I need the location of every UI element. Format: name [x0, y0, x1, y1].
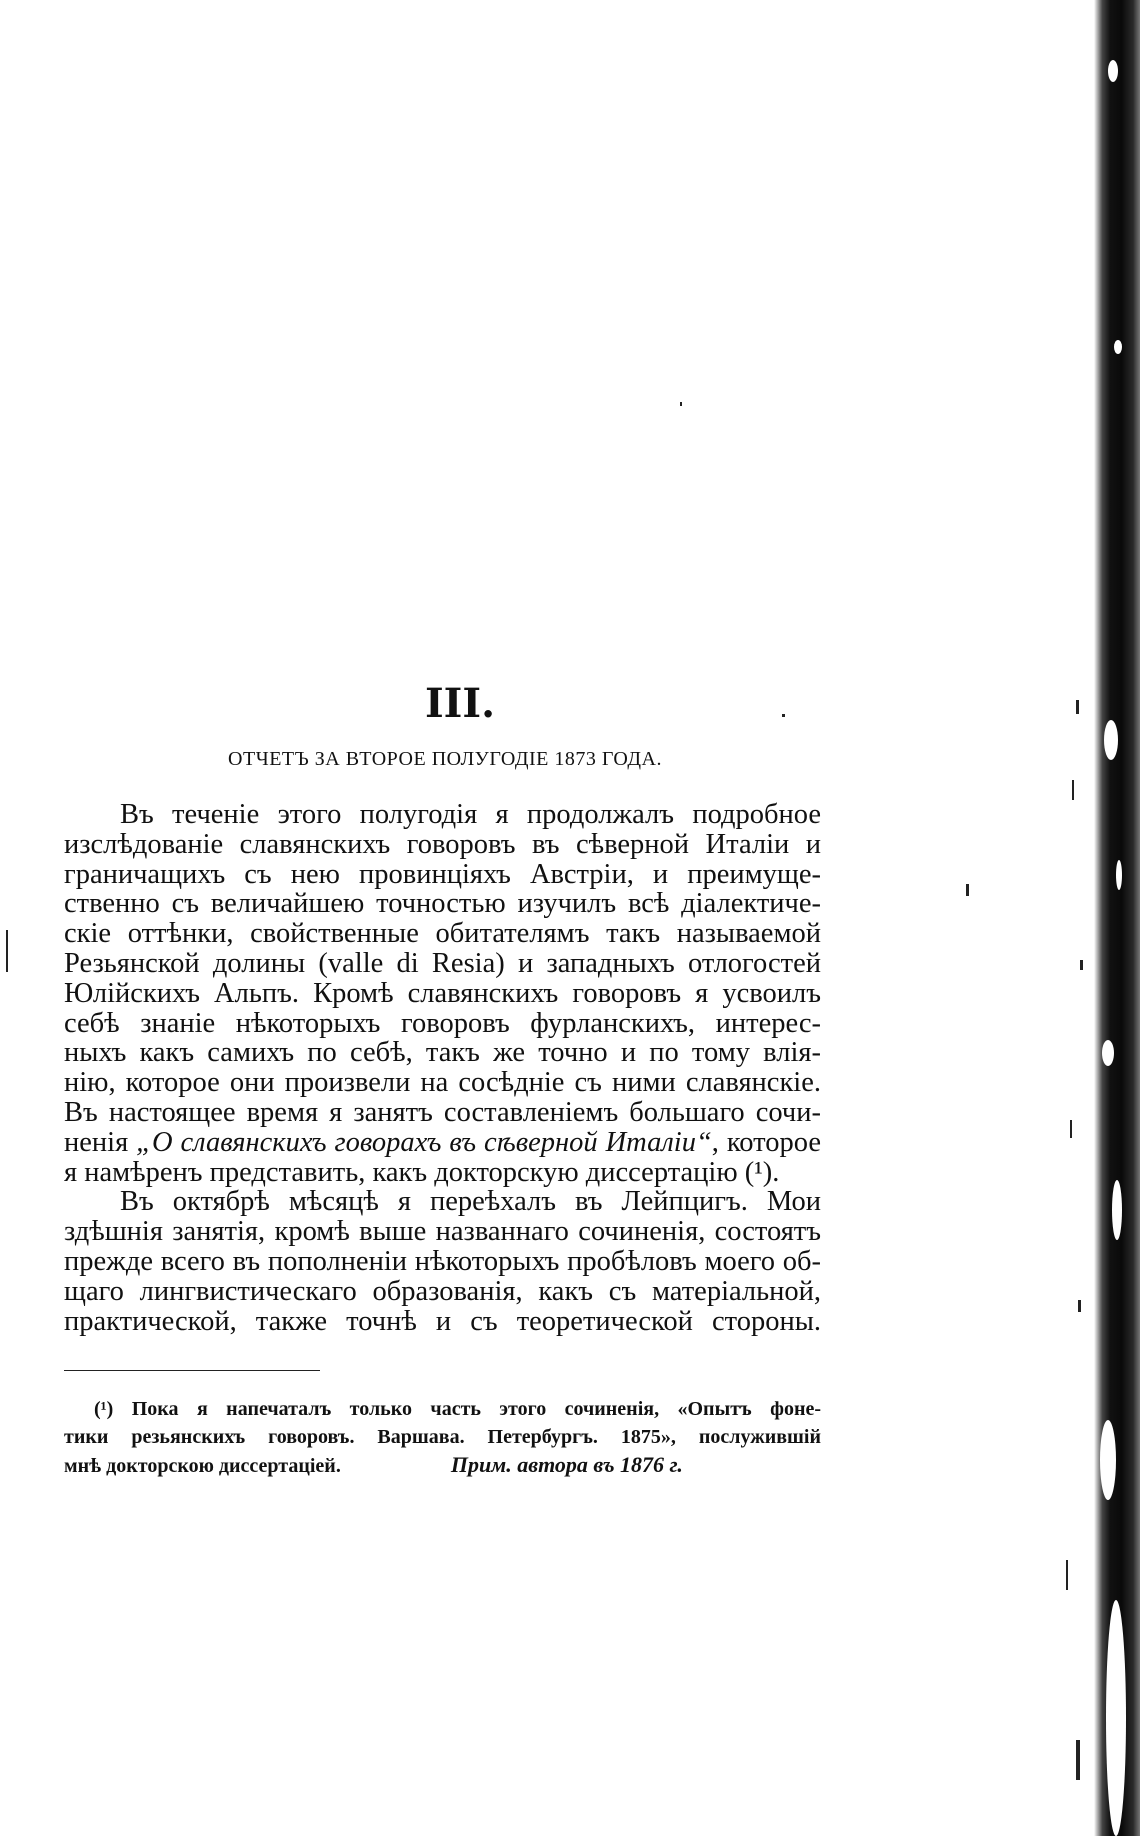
text-line: Юлійскихъ Альпъ. Кромѣ славянскихъ говоровъ я усвоилъ	[64, 978, 821, 1009]
footnote-line	[64, 1451, 821, 1479]
scan-speck	[1066, 1560, 1068, 1590]
report-heading: ОТЧЕТЪ ЗА ВТОРОЕ ПОЛУГОДІЕ 1873 ГОДА.	[228, 748, 662, 770]
scan-speck	[1072, 780, 1074, 800]
chapter-numeral: III.	[424, 680, 496, 727]
text-line	[64, 1128, 821, 1158]
text-line: изслѣдованіе славянскихъ говоровъ въ сѣверной Италіи и	[64, 829, 821, 860]
text-line: щаго лингвистическаго образованія, какъ съ матеріальной,	[64, 1276, 821, 1307]
text-line: граничащихъ съ нею провинціяхъ Австріи, и преимуще-	[64, 859, 821, 890]
scanned-page-edge	[1094, 0, 1140, 1836]
text-fragment: , которое	[711, 1127, 821, 1158]
text-line: я намѣренъ представить, какъ докторскую диссертацію (¹).	[64, 1157, 780, 1188]
scan-speck	[1070, 1120, 1072, 1138]
footnote	[64, 1395, 821, 1479]
text-line: скіе оттѣнки, свойственные обитателямъ такъ называемой	[64, 919, 821, 949]
italic-book-title: „О славянскихъ говорахъ въ сѣверной Италіи“	[136, 1127, 712, 1158]
scan-speck	[1076, 1740, 1080, 1780]
text-line: практической, также точнѣ и съ теоретической стороны.	[64, 1306, 821, 1337]
scan-speck	[1076, 700, 1079, 714]
footnote-signature: Прим. автора въ 1876 г.	[450, 1452, 683, 1477]
text-line: прежде всего въ пополненіи нѣкоторыхъ пробѣловъ моего об-	[64, 1246, 821, 1277]
footnote-text: мнѣ докторскою диссертаціей.	[64, 1455, 341, 1477]
text-line: нію, которое они произвели на сосѣдніе съ ними славянскіе.	[64, 1068, 821, 1098]
text-line: Въ октябрѣ мѣсяцѣ я переѣхалъ въ Лейпцигъ. Мои	[120, 1187, 821, 1218]
footnote-line: тики резьянскихъ говоровъ. Варшава. Петербургъ. 1875», послужившій	[64, 1426, 821, 1448]
scan-speck	[1080, 960, 1083, 970]
margin-mark	[6, 930, 8, 972]
footnote-divider	[64, 1370, 320, 1371]
text-line: Резьянской долины (valle di Resia) и западныхъ отлогостей	[64, 948, 821, 979]
footnote-line: (¹) Пока я напечаталъ только часть этого сочиненія, «Опытъ фоне-	[94, 1398, 821, 1420]
text-fragment: ненія	[64, 1127, 137, 1158]
text-line: здѣшнія занятія, кромѣ выше названнаго сочиненія, состоятъ	[64, 1217, 821, 1247]
scan-speck	[680, 402, 682, 406]
body-text	[64, 800, 821, 1336]
text-line: Въ настоящее время я занятъ составленіемъ большаго сочи-	[64, 1097, 821, 1128]
text-line: Въ теченіе этого полугодія я продолжалъ подробное	[120, 800, 821, 830]
text-line: себѣ знаніе нѣкоторыхъ говоровъ фурланскихъ, интерес-	[64, 1008, 821, 1039]
text-line: ственно съ величайшею точностью изучилъ всѣ діалектиче-	[64, 889, 821, 920]
margin-mark	[966, 884, 969, 896]
text-line: ныхъ какъ самихъ по себѣ, такъ же точно и по тому влія-	[64, 1038, 821, 1069]
scan-speck	[1078, 1300, 1081, 1312]
